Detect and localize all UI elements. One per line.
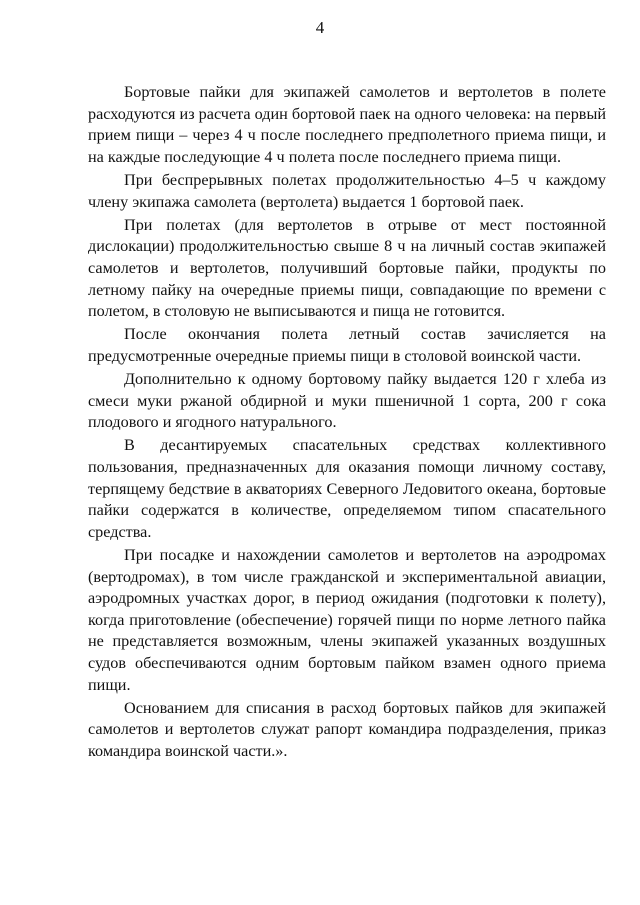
paragraph-5: Дополнительно к одному бортовому пайку выдается 120 г хлеба из смеси муки ржаной обдирной и муки пшеничной 1 сорта, 200 г сока плодового и ягодного натурального.	[88, 370, 606, 432]
paragraph-7: При посадке и нахождении самолетов и вертолетов на аэродромах (вертодромах), в том числе гражданской и экспериментальной авиации, аэродромных участках дорог, в период ожидания (подготовки к полету), когда приготовление (обеспечение) горячей пищи по норме летного пайка не представляется возможным, члены экипажей указанных воздушных судов обеспечиваются одним бортовым пайком взамен одного приема пищи.	[88, 546, 606, 694]
page-number: 4	[315, 18, 325, 37]
document-body	[88, 82, 606, 764]
paragraph-6: В десантируемых спасательных средствах коллективного пользования, предназначенных для оказания помощи личному составу, терпящему бедствие в акваториях Северного Ледовитого океана, бортовые пайки содержатся в количестве, определяемом типом спасательного средства.	[88, 436, 606, 541]
paragraph-3: При полетах (для вертолетов в отрыве от мест постоянной дислокации) продолжительностью свыше 8 ч на личный состав экипажей самолетов и вертолетов, получивший бортовые пайки, продукты по летному пайку на очередные приемы пищи, совпадающие по времени с полетом, в столовую не выписываются и пища не готовится.	[88, 215, 606, 321]
paragraph-1: Бортовые пайки для экипажей самолетов и вертолетов в полете расходуются из расчета один бортовой паек на одного человека: на первый прием пищи – через 4 ч после последнего предполетного приема пищи, и на каждые последующие 4 ч полета после последнего приема пищи.	[88, 83, 606, 166]
paragraph-2: При беспрерывных полетах продолжительностью 4–5 ч каждому члену экипажа самолета (вертолета) выдается 1 бортовой паек.	[88, 170, 606, 211]
paragraph-8: Основанием для списания в расход бортовых пайков для экипажей самолетов и вертолетов служат рапорт командира подразделения, приказ командира воинской части.».	[88, 698, 606, 760]
paragraph-4: После окончания полета летный состав зачисляется на предусмотренные очередные приемы пищи в столовой воинской части.	[88, 325, 606, 365]
